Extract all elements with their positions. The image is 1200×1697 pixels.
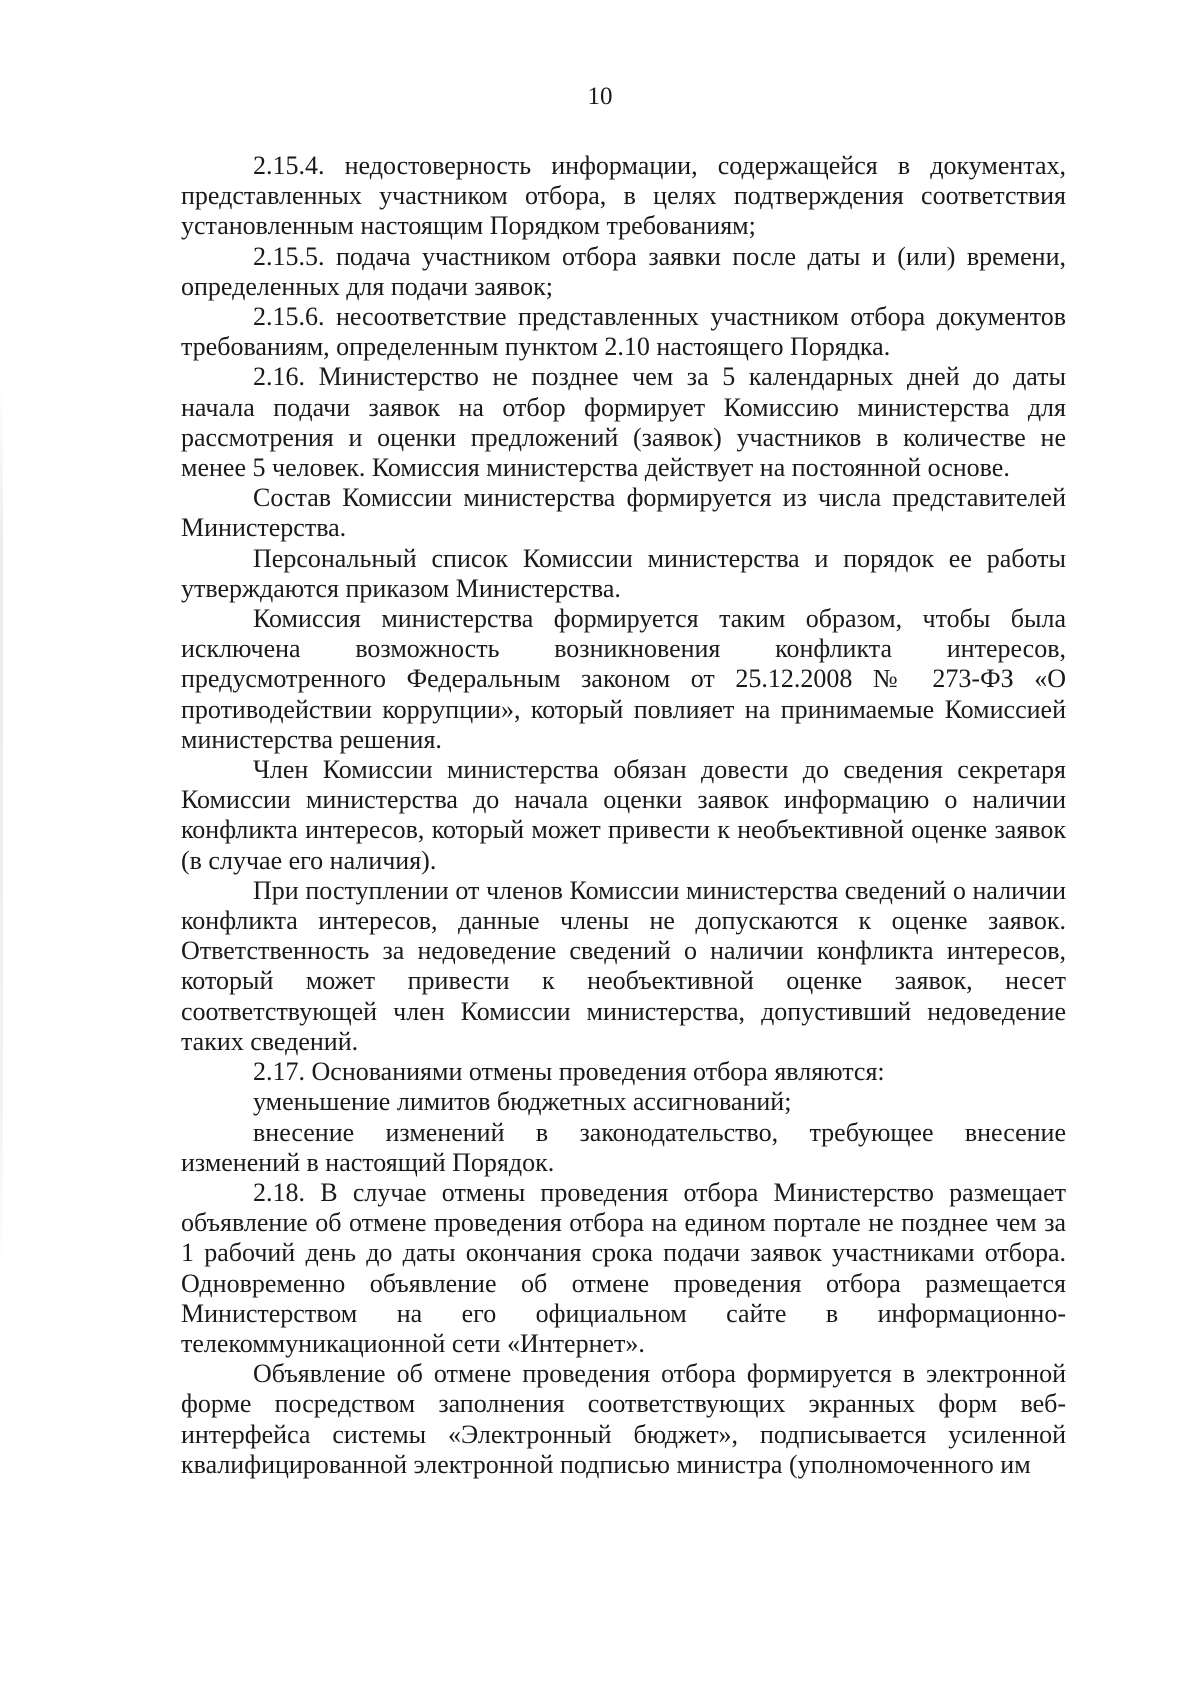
paragraph-2-15-5: 2.15.5. подача участником отбора заявки после даты и (или) времени, определенных для подачи заявок; (181, 241, 1066, 301)
paragraph-budget-limits: уменьшение лимитов бюджетных ассигнований; (253, 1087, 792, 1117)
scan-edge-shadow (0, 380, 3, 1280)
paragraph-cancellation-notice: Объявление об отмене проведения отбора формируется в электронной форме посредством заполнения соответствующих экранных форм веб-интерфейса системы «Электронный бюджет», подписывается усиленной квалифицированной электронной подписью министра (уполномоченного им (181, 1359, 1066, 1479)
paragraph-2-15-4: 2.15.4. недостоверность информации, содержащейся в документах, представленных участником отбора, в целях подтверждения соответствия установленным настоящим Порядком требованиям; (181, 151, 1066, 241)
paragraph-commission-list: Персональный список Комиссии министерства и порядок ее работы утверждаются приказом Министерства. (181, 543, 1066, 603)
paragraph-2-18: 2.18. В случае отмены проведения отбора Министерство размещает объявление об отмене проведения отбора на едином портале не позднее чем за 1 рабочий день до даты окончания срока подачи заявок участниками отбора. Одновременно объявление об отмене проведения отбора размещается Министерством на его официальном сайте в информационно-телекоммуникационной сети «Интернет». (181, 1177, 1066, 1358)
paragraph-2-16: 2.16. Министерство не позднее чем за 5 календарных дней до даты начала подачи заявок на отбор формирует Комиссию министерства для рассмотрения и оценки предложений (заявок) участников в количестве не менее 5 человек. Комиссия министерства действует на постоянной основе. (181, 362, 1066, 483)
page-number: 10 (587, 83, 613, 110)
paragraph-conflict-responsibility: При поступлении от членов Комиссии министерства сведений о наличии конфликта интересов, данные члены не допускаются к оценке заявок. Ответственность за недоведение сведений о наличии конфликта интересов, который может привести к необъективной оценке заявок, несет соответствующей член Комиссии министерства, допустивший недоведение таких сведений. (181, 875, 1066, 1056)
paragraph-2-17: 2.17. Основаниями отмены проведения отбора являются: (253, 1057, 885, 1087)
paragraph-legislation-changes: внесение изменений в законодательство, требующее внесение изменений в настоящий Порядок. (181, 1117, 1066, 1177)
body-text (181, 151, 1066, 1480)
paragraph-member-obligation: Член Комиссии министерства обязан довести до сведения секретаря Комиссии министерства до начала оценки заявок информацию о наличии конфликта интересов, который может привести к необъективной оценке заявок (в случае его наличия). (181, 755, 1066, 875)
paragraph-2-15-6: 2.15.6. несоответствие представленных участником отбора документов требованиям, определенным пунктом 2.10 настоящего Порядка. (181, 302, 1066, 362)
paragraph-commission-composition: Состав Комиссии министерства формируется из числа представителей Министерства. (181, 483, 1066, 543)
paragraph-conflict-exclusion: Комиссия министерства формируется таким образом, чтобы была исключена возможность возникновения конфликта интересов, предусмотренного Федеральным законом от 25.12.2008 № 273-ФЗ «О противодействии коррупции», который повлияет на принимаемые Комиссией министерства решения. (181, 604, 1066, 754)
